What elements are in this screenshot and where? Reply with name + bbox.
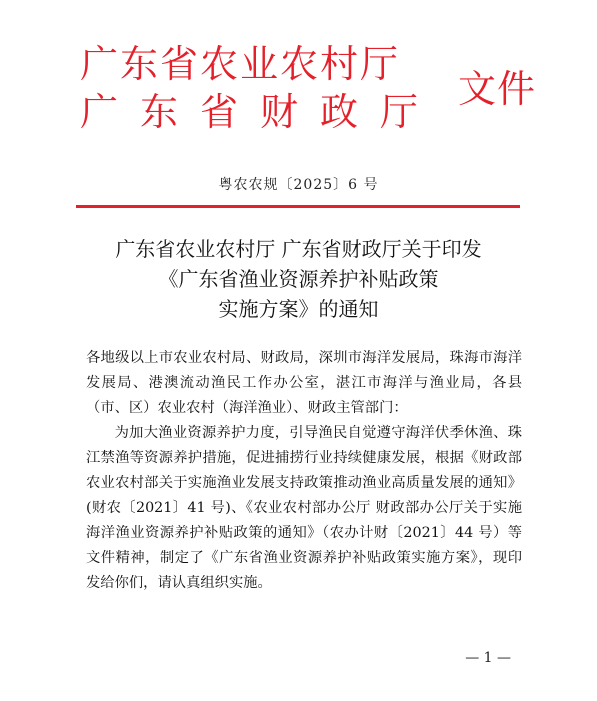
issuer-line-2: 广东省财政厅 xyxy=(80,90,441,134)
page-number: — 1 — xyxy=(465,650,511,666)
title-line-1: 广东省农业农村厅 广东省财政厅关于印发 xyxy=(115,237,482,261)
salutation: 各地级以上市农业农村局、财政局，深圳市海洋发展局，珠海市海洋发展局、港澳流动渔民工作办公室，湛江市海洋与渔业局，各县（市、区）农业农村（海洋渔业）、财政主管部门： xyxy=(86,350,522,416)
document-number: 粤农农规〔2025〕6 号 xyxy=(218,177,379,193)
title-line-3: 实施方案》的通知 xyxy=(218,297,379,321)
document-suffix: 文件 xyxy=(458,67,537,111)
body-paragraph: 为加大渔业资源养护力度，引导渔民自觉遵守海洋伏季休渔、珠江禁渔等资源养护措施，促进捕捞行业持续健康发展，根据《财政部 农业农村部关于实施渔业发展支持政策推动渔业高质量发展的通知》(财农〔2021〕41 号)、《农业农村部办公厅 财政部办公厅关于实施海洋渔业资源养护补贴政策的通知》（农办计财〔2021〕44 号）等文件精神，制定了《广东省渔业资源养护补贴政策实施方案》，现印发给你们，请认真组织实施。 xyxy=(86,425,522,591)
issuer-line-1: 广东省农业农村厅 xyxy=(80,42,401,86)
title-line-2: 《广东省渔业资源养护补贴政策 xyxy=(158,267,439,291)
red-divider xyxy=(76,205,520,208)
red-header xyxy=(80,42,540,142)
document-body xyxy=(86,346,522,596)
document-title xyxy=(0,234,597,324)
